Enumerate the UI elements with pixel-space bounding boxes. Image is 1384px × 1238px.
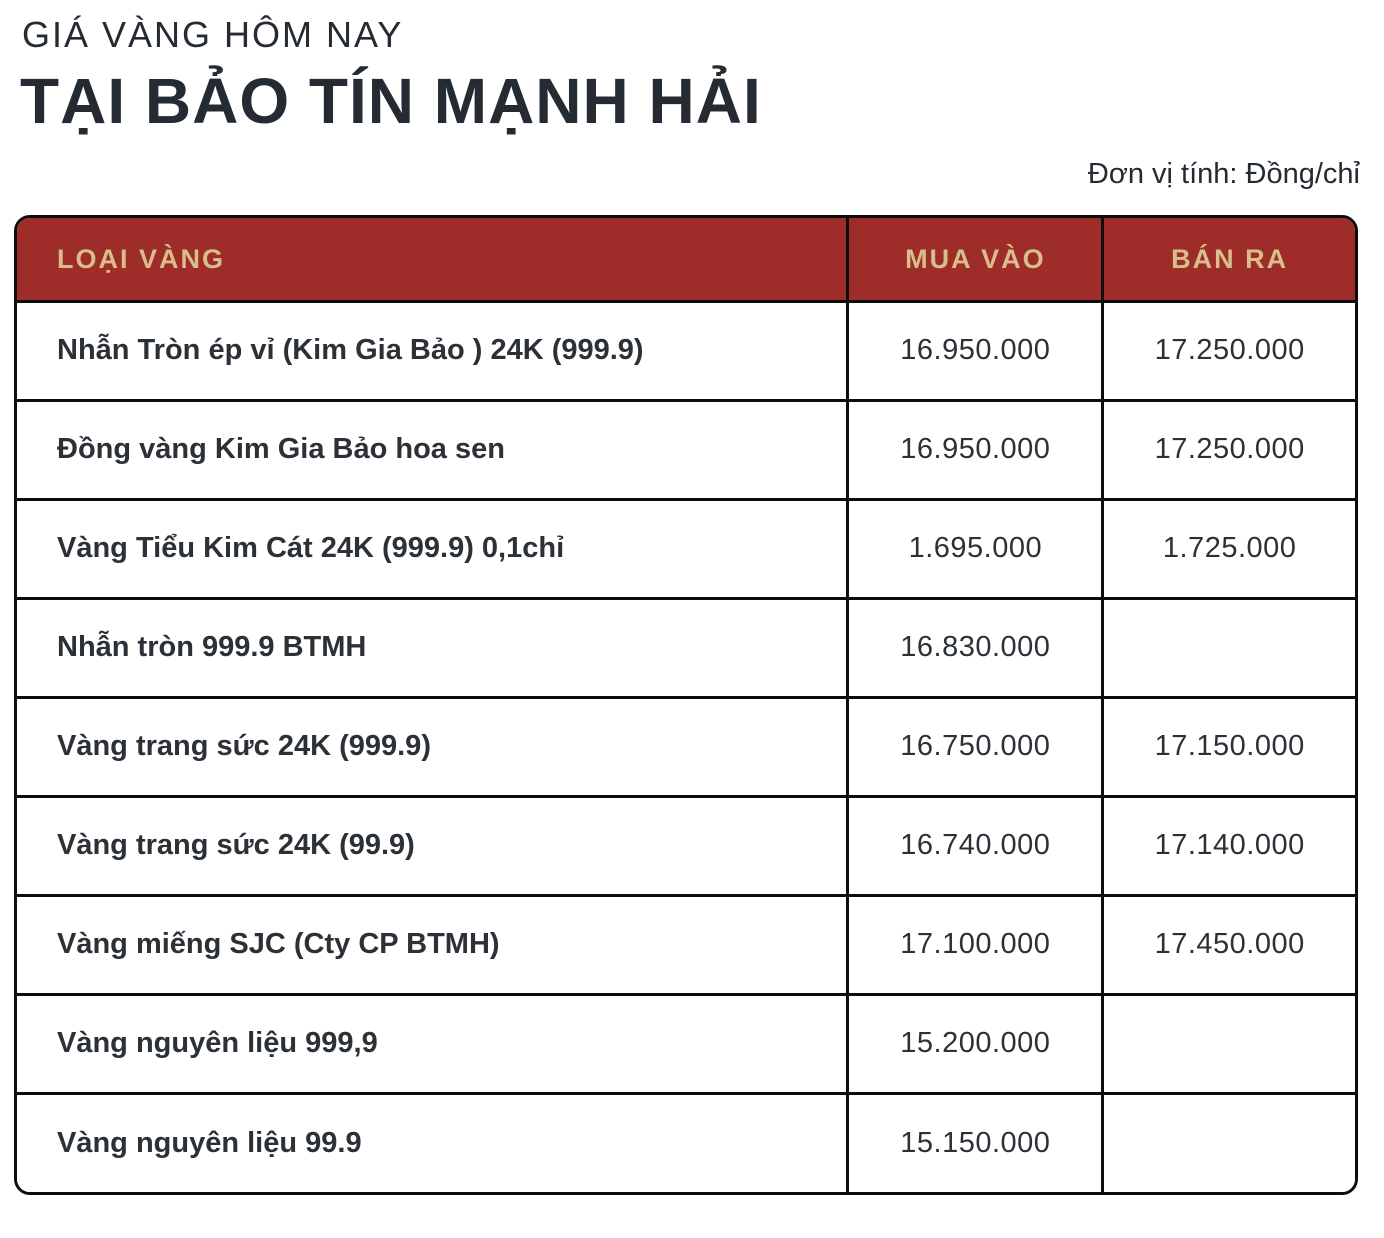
table-row (17, 796, 1355, 895)
sell-price-cell (1103, 1093, 1355, 1192)
sell-price-cell: 1.725.000 (1103, 499, 1355, 598)
buy-price-cell: 15.200.000 (848, 994, 1103, 1093)
buy-price-cell: 16.950.000 (848, 400, 1103, 499)
product-name-cell: Vàng miếng SJC (Cty CP BTMH) (17, 895, 848, 994)
product-name-cell: Vàng nguyên liệu 99.9 (17, 1093, 848, 1192)
table-row (17, 1093, 1355, 1192)
table-row (17, 895, 1355, 994)
table-row (17, 499, 1355, 598)
sell-price-cell (1103, 994, 1355, 1093)
sell-price-cell: 17.250.000 (1103, 301, 1355, 400)
page-title-large: TẠI BẢO TÍN MẠNH HẢI (20, 65, 762, 137)
product-name-cell: Đồng vàng Kim Gia Bảo hoa sen (17, 400, 848, 499)
sell-price-cell: 17.140.000 (1103, 796, 1355, 895)
sell-price-cell: 17.450.000 (1103, 895, 1355, 994)
product-name-cell: Vàng Tiểu Kim Cát 24K (999.9) 0,1chỉ (17, 499, 848, 598)
column-header-ban-ra: BÁN RA (1103, 218, 1355, 301)
table-body (17, 301, 1355, 1192)
buy-price-cell: 16.740.000 (848, 796, 1103, 895)
product-name-cell: Vàng trang sức 24K (999.9) (17, 697, 848, 796)
column-header-loai-vang: LOẠI VÀNG (17, 218, 848, 301)
buy-price-cell: 1.695.000 (848, 499, 1103, 598)
product-name-cell: Nhẫn tròn 999.9 BTMH (17, 598, 848, 697)
table-row (17, 994, 1355, 1093)
buy-price-cell: 16.750.000 (848, 697, 1103, 796)
product-name-cell: Vàng trang sức 24K (99.9) (17, 796, 848, 895)
sell-price-cell: 17.250.000 (1103, 400, 1355, 499)
gold-price-table (14, 215, 1358, 1195)
buy-price-cell: 16.830.000 (848, 598, 1103, 697)
column-header-mua-vao: MUA VÀO (848, 218, 1103, 301)
table-header-row (17, 218, 1355, 301)
product-name-cell: Nhẫn Tròn ép vỉ (Kim Gia Bảo ) 24K (999.9) (17, 301, 848, 400)
sell-price-cell (1103, 598, 1355, 697)
buy-price-cell: 16.950.000 (848, 301, 1103, 400)
product-name-cell: Vàng nguyên liệu 999,9 (17, 994, 848, 1093)
table-row (17, 301, 1355, 400)
buy-price-cell: 15.150.000 (848, 1093, 1103, 1192)
unit-note: Đơn vị tính: Đồng/chỉ (1087, 158, 1360, 191)
page-title-small: GIÁ VÀNG HÔM NAY (22, 14, 404, 55)
buy-price-cell: 17.100.000 (848, 895, 1103, 994)
table-row (17, 400, 1355, 499)
table-row (17, 697, 1355, 796)
table-row (17, 598, 1355, 697)
sell-price-cell: 17.150.000 (1103, 697, 1355, 796)
